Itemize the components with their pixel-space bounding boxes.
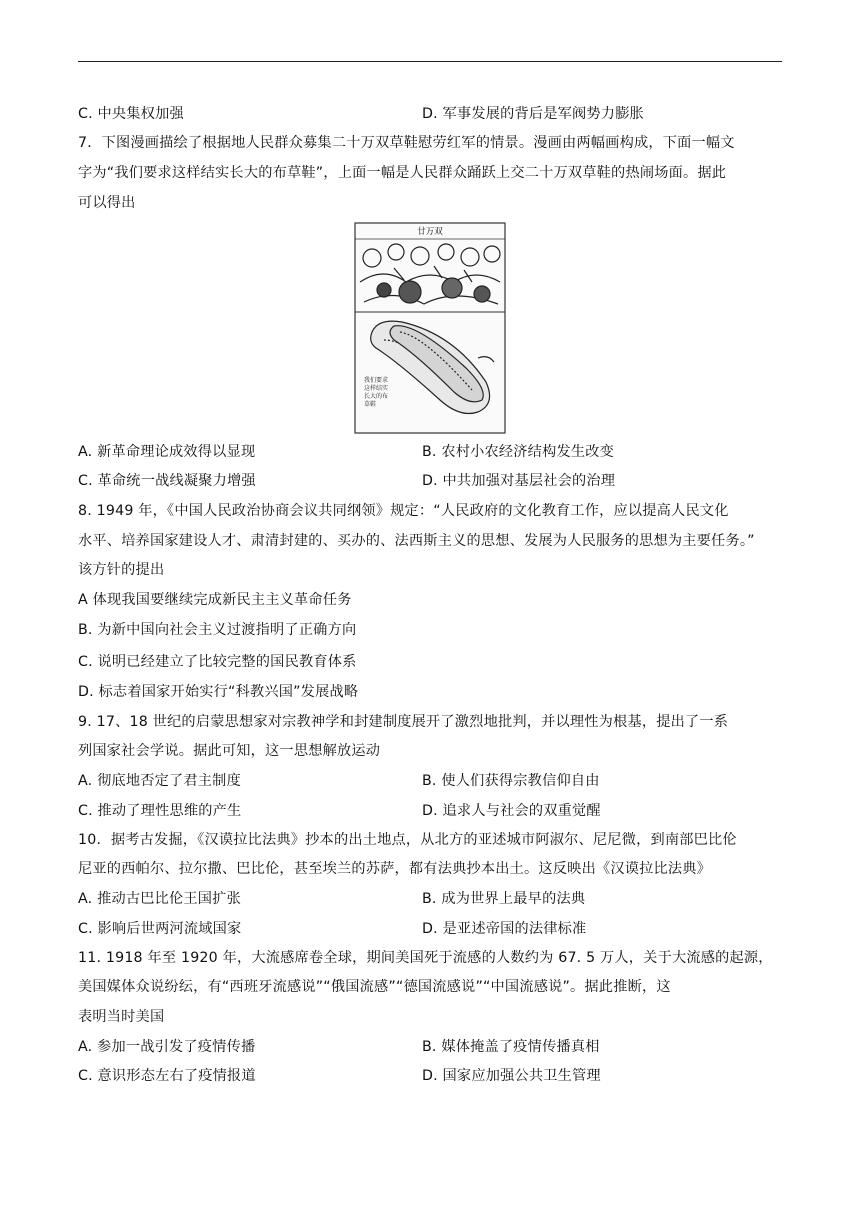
q10-option-b: B. 成为世界上最早的法典 xyxy=(422,891,586,907)
q6-option-d: D. 军事发展的背后是军阀势力膨胀 xyxy=(422,106,644,122)
svg-text:草鞋: 草鞋 xyxy=(364,401,377,408)
q7-stem-line-2: 字为“我们要求这样结实长大的布草鞋”，上面一幅是人民群众踊跃上交二十万双草鞋的热闹场面。据此 xyxy=(78,165,727,181)
q10-stem-line-1: 10．据考古发掘，《汉谟拉比法典》抄本的出土地点，从北方的亚述城市阿淑尔、尼尼微，到南部巴比伦 xyxy=(78,832,737,848)
q10-option-c: C. 影响后世两河流域国家 xyxy=(78,921,242,937)
q9-option-d: D. 追求人与社会的双重觉醒 xyxy=(422,803,601,819)
q8-stem-line-3: 该方针的提出 xyxy=(78,562,165,578)
q7-option-d: D. 中共加强对基层社会的治理 xyxy=(422,473,616,489)
q8-stem-line-2: 水平、培养国家建设人才、肃清封建的、买办的、法西斯主义的思想、发展为人民服务的思想为主要任务。” xyxy=(78,533,755,549)
q8-option-b: B. 为新中国向社会主义过渡指明了正确方向 xyxy=(78,622,357,638)
header-rule xyxy=(78,61,782,62)
svg-text:这样结实: 这样结实 xyxy=(364,385,389,392)
q8-option-a: A 体现我国要继续完成新民主主义革命任务 xyxy=(78,592,352,608)
svg-text:长大的布: 长大的布 xyxy=(364,393,389,400)
q8-option-d: D. 标志着国家开始实行“科教兴国”发展战略 xyxy=(78,684,359,700)
q10-option-d: D. 是亚述帝国的法律标准 xyxy=(422,921,587,937)
q6-option-c: C. 中央集权加强 xyxy=(78,106,184,122)
q10-option-a: A. 推动古巴比伦王国扩张 xyxy=(78,891,241,907)
q9-stem-line-2: 列国家社会学说。据此可知，这一思想解放运动 xyxy=(78,743,381,759)
q7-option-b: B. 农村小农经济结构发生改变 xyxy=(422,444,615,460)
q9-stem-line-1: 9. 17、18 世纪的启蒙思想家对宗教神学和封建制度展开了激烈地批判，并以理性为根基，提出了一系 xyxy=(78,714,729,730)
q7-option-c: C. 革命统一战线凝聚力增强 xyxy=(78,473,256,489)
cartoon-banner-text: 廿万双 xyxy=(417,227,443,237)
q7-stem-line-1: 7．下图漫画描绘了根据地人民群众募集二十万双草鞋慰劳红军的情景。漫画由两幅画构成，下面一幅文 xyxy=(78,135,735,151)
svg-text:我们要求: 我们要求 xyxy=(364,377,389,384)
q11-option-a: A. 参加一战引发了疫情传播 xyxy=(78,1039,256,1055)
q9-option-a: A. 彻底地否定了君主制度 xyxy=(78,773,241,789)
q11-option-b: B. 媒体掩盖了疫情传播真相 xyxy=(422,1039,600,1055)
q11-stem-line-2: 美国媒体众说纷纭，有“西班牙流感说”“俄国流感”“德国流感说”“中国流感说”。据此推断，这 xyxy=(78,979,671,995)
straw-sandal-cartoon-image xyxy=(354,222,506,434)
q7-option-a: A. 新革命理论成效得以显现 xyxy=(78,444,256,460)
q10-stem-line-2: 尼亚的西帕尔、拉尔撒、巴比伦，甚至埃兰的苏萨，都有法典抄本出土。这反映出《汉谟拉比法典》 xyxy=(78,861,712,877)
q7-stem-line-3: 可以得出 xyxy=(78,195,136,211)
q11-stem-line-1: 11. 1918 年至 1920 年，大流感席卷全球，期间美国死于流感的人数约为 67. 5 万人，关于大流感的起源， xyxy=(78,950,773,966)
q8-option-c: C. 说明已经建立了比较完整的国民教育体系 xyxy=(78,654,357,670)
q11-option-c: C. 意识形态左右了疫情报道 xyxy=(78,1068,256,1084)
q11-option-d: D. 国家应加强公共卫生管理 xyxy=(422,1068,601,1084)
q9-option-c: C. 推动了理性思维的产生 xyxy=(78,803,242,819)
q8-stem-line-1: 8. 1949 年，《中国人民政治协商会议共同纲领》规定：“人民政府的文化教育工作，应以提高人民文化 xyxy=(78,503,729,519)
q9-option-b: B. 使人们获得宗教信仰自由 xyxy=(422,773,600,789)
q11-stem-line-3: 表明当时美国 xyxy=(78,1009,165,1025)
